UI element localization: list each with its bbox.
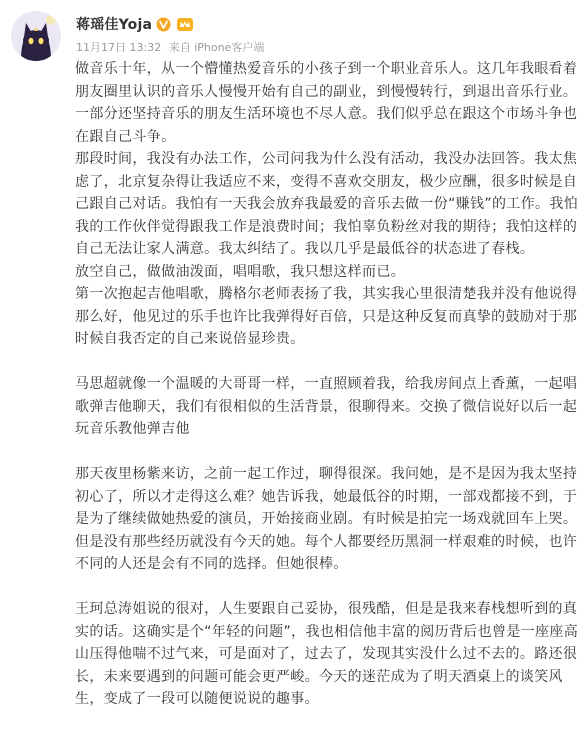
vip-crown-icon[interactable] xyxy=(176,17,194,32)
paragraph: 放空自己，做做油泼面，唱唱歌，我只想这样而已。 xyxy=(75,263,406,280)
black-cat-avatar-icon xyxy=(11,11,61,61)
name-row xyxy=(76,13,572,35)
paragraph-gap xyxy=(75,576,580,599)
verified-icon[interactable] xyxy=(156,17,171,32)
post-header xyxy=(76,13,572,55)
paragraph: 那段时间，我没有办法工作，公司问我为什么没有活动，我没办法回答。我太焦虑了，北京复杂得让我适应不来，变得不喜欢交朋友，极少应酬，很多时候是自己跟自己对话。我怕有一天我会放弃我最爱的音乐去做一份“赚钱”的工作。我怕我的工作伙伴觉得跟我工作是浪费时间；我怕辜负粉丝对我的期待；我怕这样的自己无法让家人满意。我太纠结了。我以几乎是最低谷的状态进了春栈。 xyxy=(75,151,579,257)
paragraph: 第一次抱起吉他唱歌，腾格尔老师表扬了我，其实我心里很清楚我并没有他说得那么好，他见过的乐手也许比我弹得好百倍，只是这种反复而真挚的鼓励对于那时候自我否定的自己来说倍显珍贵。 xyxy=(75,286,578,347)
paragraph: 马思超就像一个温暖的大哥哥一样，一直照顾着我，给我房间点上香薰，一起唱歌弹吉他聊天，我们有很相似的生活背景，很聊得来。交换了微信说好以后一起玩音乐教他弹吉他 xyxy=(75,376,578,437)
avatar[interactable] xyxy=(11,11,61,61)
paragraph-gap xyxy=(75,351,580,374)
paragraph: 做音乐十年，从一个懵懂热爱音乐的小孩子到一个职业音乐人。这几年我眼看着朋友圈里认识的音乐人慢慢开始有自己的副业，到慢慢转行，到退出音乐行业。一部分还坚持音乐的朋友生活环境也不尽人意。我们似乎总在跟这个市场斗争也在跟自己斗争。 xyxy=(75,61,578,145)
paragraph: 那天夜里杨紫来访，之前一起工作过，聊得很深。我问她，是不是因为我太坚持初心了，所以才走得这么难？她告诉我，她最低谷的时期，一部戏都接不到，于是为了继续做她热爱的演员，开始接商业剧。有时候是拍完一场戏就回车上哭。但是没有那些经历就没有今天的她。每个人都要经历黑洞一样艰难的时候，也许不同的人还是会有不同的选择。但她很棒。 xyxy=(75,466,578,572)
post-source: 来自 iPhone客户端 xyxy=(168,41,265,54)
paragraph-gap xyxy=(75,441,580,464)
paragraph: 王珂总涛姐说的很对，人生要跟自己妥协，很残酷，但是是我来春栈想听到的真实的话。这确实是个“年轻的问题”，我也相信他丰富的阅历背后也曾是一座座高山压得他喘不过气来，可是面对了，过去了，发现其实没什么过不去的。路还很长，未来要遇到的问题可能会更严峻。今天的迷茫成为了明天酒桌上的谈笑风生，变成了一段可以随便说说的趣事。 xyxy=(75,601,579,707)
post-content xyxy=(75,58,580,711)
post-meta xyxy=(76,39,572,55)
post-time[interactable]: 11月17日 13:32 xyxy=(76,41,162,54)
username[interactable]: 蒋瑶佳Yoja xyxy=(76,17,153,33)
